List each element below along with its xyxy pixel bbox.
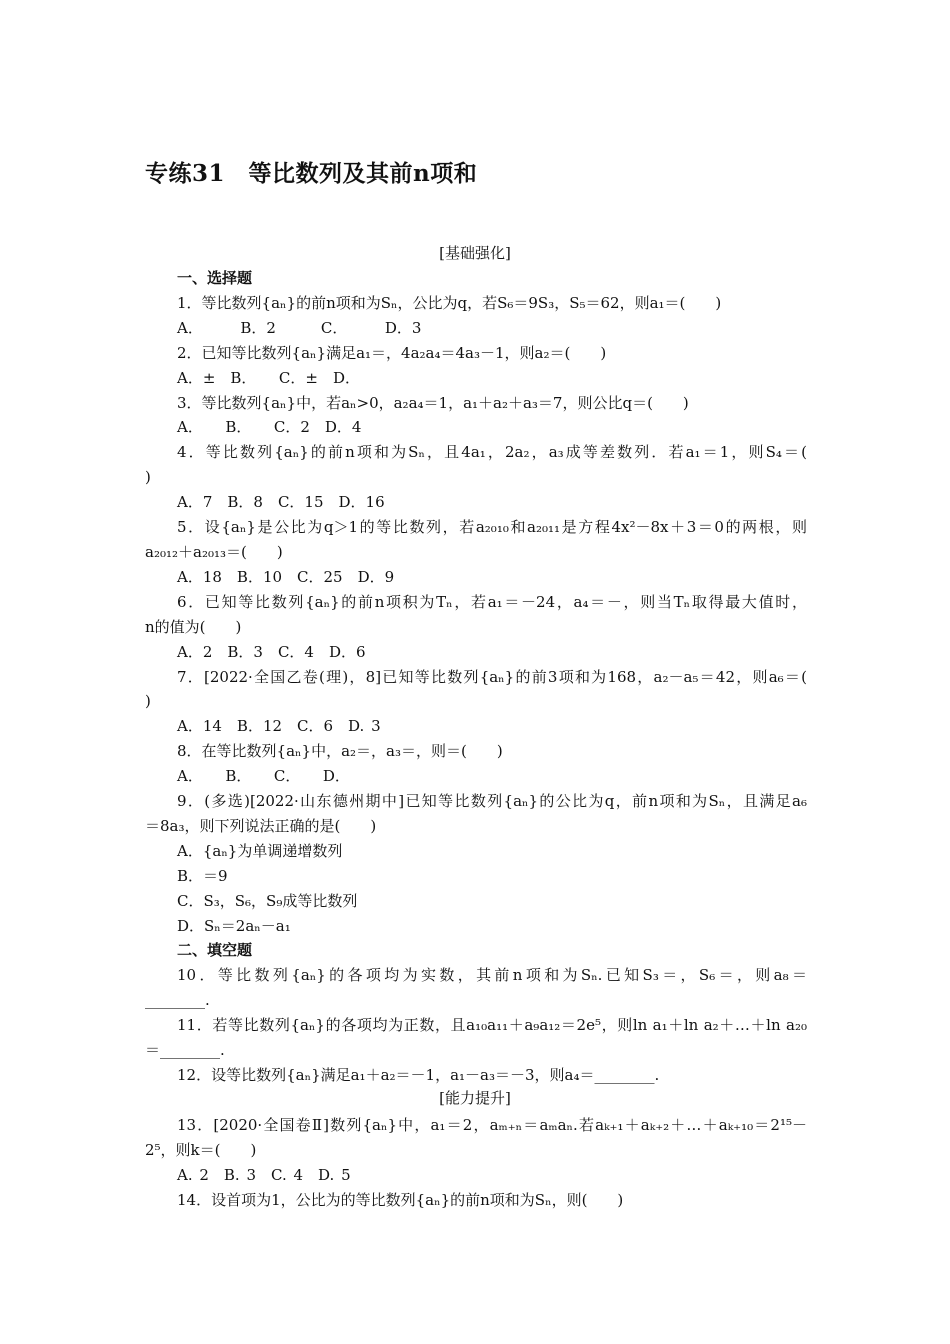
question-list [145, 266, 807, 1212]
answer-options: A．18 B．10 C．25 D．9 [177, 567, 395, 586]
answer-options: A．{aₙ}为单调递增数列 [177, 841, 343, 860]
question-line: 8．在等比数列{aₙ}中，a₂＝，a₃＝，则＝( ) [177, 742, 503, 761]
question-line: 10．等比数列{aₙ}的各项均为实数，其前n项和为Sₙ.已知S₃＝，S₆＝，则a₈＝ [177, 966, 807, 985]
question-line: 2．已知等比数列{aₙ}满足a₁＝，4a₂a₄＝4a₃－1，则a₂＝( ) [177, 343, 607, 362]
question-line: a₂₀₁₂＋a₂₀₁₃＝( ) [145, 542, 283, 561]
question-line: ________. [145, 991, 210, 1010]
question-line: ) [145, 692, 151, 711]
question-line [145, 1088, 807, 1113]
question-line: 2⁵，则k＝( ) [145, 1140, 257, 1159]
question-line: 7．[2022·全国乙卷(理)，8]已知等比数列{aₙ}的前3项和为168，a₂－a₅＝42，则a₆＝( [177, 667, 807, 686]
answer-options: A． B． C．2 D．4 [177, 418, 362, 437]
question-line: 6．已知等比数列{aₙ}的前n项积为Tₙ，若a₁＝－24，a₄＝－，则当Tₙ取得最大值时， [177, 592, 807, 611]
answer-options: A．2 B．3 C．4 D．6 [177, 642, 366, 661]
question-line: ) [145, 468, 151, 487]
section-heading-basic: [基础强化] [439, 244, 511, 262]
question-line: ＝________. [145, 1041, 225, 1060]
answer-options: A．14 B．12 C．6 D. 3 [177, 717, 381, 736]
question-line: 12．设等比数列{aₙ}满足a₁＋a₂＝－1，a₁－a₃＝－3，则a₄＝________. [177, 1066, 660, 1084]
section-label: 二、填空题 [177, 941, 253, 960]
question-line: 4．等比数列{aₙ}的前n项和为Sₙ，且4a₁，2a₂，a₃成等差数列．若a₁＝1，则S₄＝( [177, 443, 807, 462]
question-line: 13．[2020·全国卷Ⅱ]数列{aₙ}中，a₁＝2，aₘ₊ₙ＝aₘaₙ.若aₖ₊₁＋aₖ₊₂＋…＋aₖ₊₁₀＝2¹⁵－ [177, 1115, 807, 1134]
question-line: 5．设{aₙ}是公比为q＞1的等比数列，若a₂₀₁₀和a₂₀₁₁是方程4x²－8x＋3＝0的两根，则 [177, 518, 807, 537]
answer-options: A． B． C． D． [177, 767, 350, 786]
question-line: ＝8a₃，则下列说法正确的是( ) [145, 816, 377, 835]
answer-options: A. 2 B. 3 C. 4 D. 5 [177, 1165, 351, 1184]
question-line: 9．(多选)[2022·山东德州期中]已知等比数列{aₙ}的公比为q，前n项和为Sₙ，且满足a₆ [177, 792, 807, 811]
answer-options: D．Sₙ＝2aₙ－a₁ [177, 916, 291, 935]
question-line: 1．等比数列{aₙ}的前n项和为Sₙ，公比为q，若S₆＝9S₃，S₅＝62，则a₁＝( ) [177, 293, 722, 312]
question-line: n的值为( ) [145, 617, 242, 636]
answer-options: A． B．2 C． D．3 [177, 318, 422, 337]
answer-options: A．± B． C．± D． [177, 368, 360, 387]
section-heading-advanced: [能力提升] [439, 1089, 511, 1107]
question-line: 14．设首项为1，公比为的等比数列{aₙ}的前n项和为Sₙ，则( ) [177, 1190, 624, 1209]
answer-options: B．＝9 [177, 866, 228, 885]
answer-options: A．7 B．8 C．15 D．16 [177, 493, 385, 512]
question-line: 11．若等比数列{aₙ}的各项均为正数，且a₁₀a₁₁＋a₉a₁₂＝2e⁵，则ln a₁＋ln a₂＋…＋ln a₂₀ [177, 1016, 807, 1035]
section-label: 一、选择题 [177, 269, 253, 287]
question-line: 3．等比数列{aₙ}中，若aₙ>0，a₂a₄＝1，a₁＋a₂＋a₃＝7，则公比q＝( ) [177, 393, 689, 412]
page-title: 专练31 等比数列及其前n项和 [145, 160, 478, 187]
answer-options: C．S₃，S₆，S₉成等比数列 [177, 891, 358, 910]
